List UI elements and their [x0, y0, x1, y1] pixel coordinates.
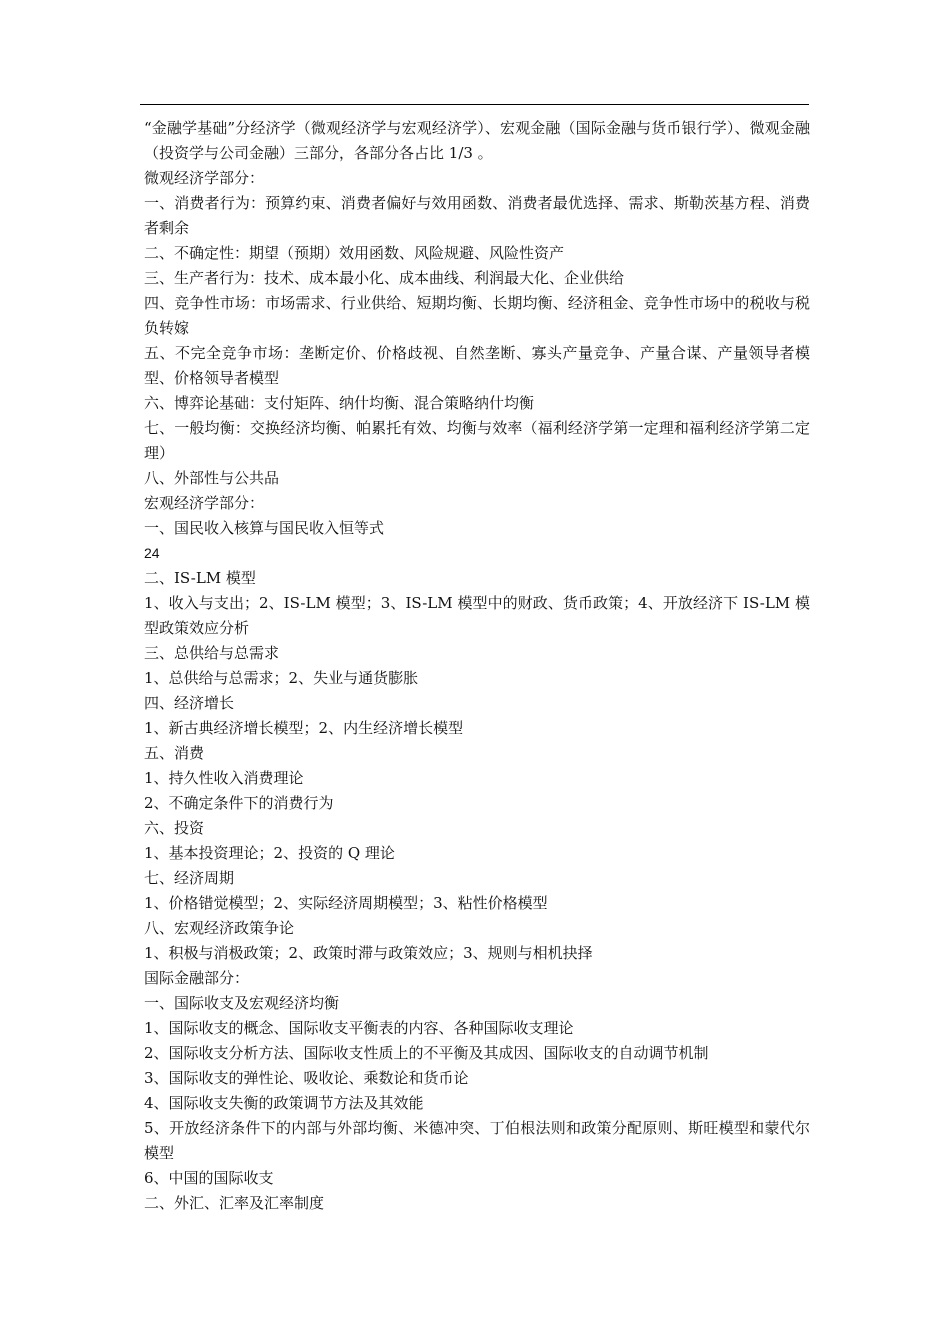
- macro-item-4: 四、经济增长: [144, 694, 235, 712]
- micro-item-1: 一、消费者行为：预算约束、消费者偏好与效用函数、消费者最优选择、需求、斯勒茨基方程、消费者剩余: [144, 194, 810, 237]
- micro-item-3: 三、生产者行为：技术、成本最小化、成本曲线、利润最大化、企业供给: [144, 269, 625, 287]
- micro-item-6: 六、博弈论基础：支付矩阵、纳什均衡、混合策略纳什均衡: [144, 394, 535, 412]
- intro-paragraph: “金融学基础”分经济学（微观经济学与宏观经济学）、宏观金融（国际金融与货币银行学）、微观金融（投资学与公司金融）三部分，各部分各占比 1/3 。: [144, 119, 810, 162]
- macro-item-6-detail: 1、基本投资理论；2、投资的 Q 理论: [144, 844, 395, 862]
- macro-item-2-detail: 1、收入与支出；2、IS-LM 模型；3、IS-LM 模型中的财政、货币政策；4、开放经济下 IS-LM 模型政策效应分析: [144, 594, 810, 637]
- intl-item-1: 一、国际收支及宏观经济均衡: [144, 994, 340, 1012]
- micro-item-2: 二、不确定性：期望（预期）效用函数、风险规避、风险性资产: [144, 244, 565, 262]
- macro-item-1: 一、国民收入核算与国民收入恒等式: [144, 519, 385, 537]
- section-heading-micro: 微观经济学部分：: [144, 169, 265, 187]
- macro-item-8: 八、宏观经济政策争论: [144, 919, 295, 937]
- section-heading-macro: 宏观经济学部分：: [144, 494, 265, 512]
- macro-item-2: 二、IS-LM 模型: [144, 569, 256, 587]
- document-body: [144, 116, 810, 1216]
- macro-item-3: 三、总供给与总需求: [144, 644, 280, 662]
- micro-item-8: 八、外部性与公共品: [144, 469, 280, 487]
- intl-item-1-detail-4: 4、国际收支失衡的政策调节方法及其效能: [144, 1094, 424, 1112]
- intl-item-1-detail-6: 6、中国的国际收支: [144, 1169, 274, 1187]
- intl-item-2: 二、外汇、汇率及汇率制度: [144, 1194, 325, 1212]
- micro-item-5: 五、不完全竞争市场：垄断定价、价格歧视、自然垄断、寡头产量竞争、产量合谋、产量领导者模型、价格领导者模型: [144, 344, 810, 387]
- micro-item-4: 四、竞争性市场：市场需求、行业供给、短期均衡、长期均衡、经济租金、竞争性市场中的税收与税负转嫁: [144, 294, 810, 337]
- page-number: 24: [144, 545, 160, 561]
- macro-item-5-detail-1: 1、持久性收入消费理论: [144, 769, 304, 787]
- macro-item-3-detail: 1、总供给与总需求；2、失业与通货膨胀: [144, 669, 419, 687]
- intl-item-1-detail-3: 3、国际收支的弹性论、吸收论、乘数论和货币论: [144, 1069, 469, 1087]
- micro-item-7: 七、一般均衡：交换经济均衡、帕累托有效、均衡与效率（福利经济学第一定理和福利经济学第二定理）: [144, 419, 810, 462]
- macro-item-8-detail: 1、积极与消极政策；2、政策时滞与政策效应；3、规则与相机抉择: [144, 944, 593, 962]
- macro-item-5: 五、消费: [144, 744, 205, 762]
- intl-item-1-detail-2: 2、国际收支分析方法、国际收支性质上的不平衡及其成因、国际收支的自动调节机制: [144, 1044, 709, 1062]
- section-heading-intl-finance: 国际金融部分：: [144, 969, 250, 987]
- intl-item-1-detail-1: 1、国际收支的概念、国际收支平衡表的内容、各种国际收支理论: [144, 1019, 574, 1037]
- intl-item-1-detail-5: 5、开放经济条件下的内部与外部均衡、米德冲突、丁伯根法则和政策分配原则、斯旺模型和蒙代尔模型: [144, 1119, 810, 1162]
- header-rule: [140, 104, 809, 105]
- macro-item-7: 七、经济周期: [144, 869, 235, 887]
- macro-item-7-detail: 1、价格错觉模型；2、实际经济周期模型；3、粘性价格模型: [144, 894, 548, 912]
- macro-item-6: 六、投资: [144, 819, 205, 837]
- macro-item-4-detail: 1、新古典经济增长模型；2、内生经济增长模型: [144, 719, 464, 737]
- macro-item-5-detail-2: 2、不确定条件下的消费行为: [144, 794, 334, 812]
